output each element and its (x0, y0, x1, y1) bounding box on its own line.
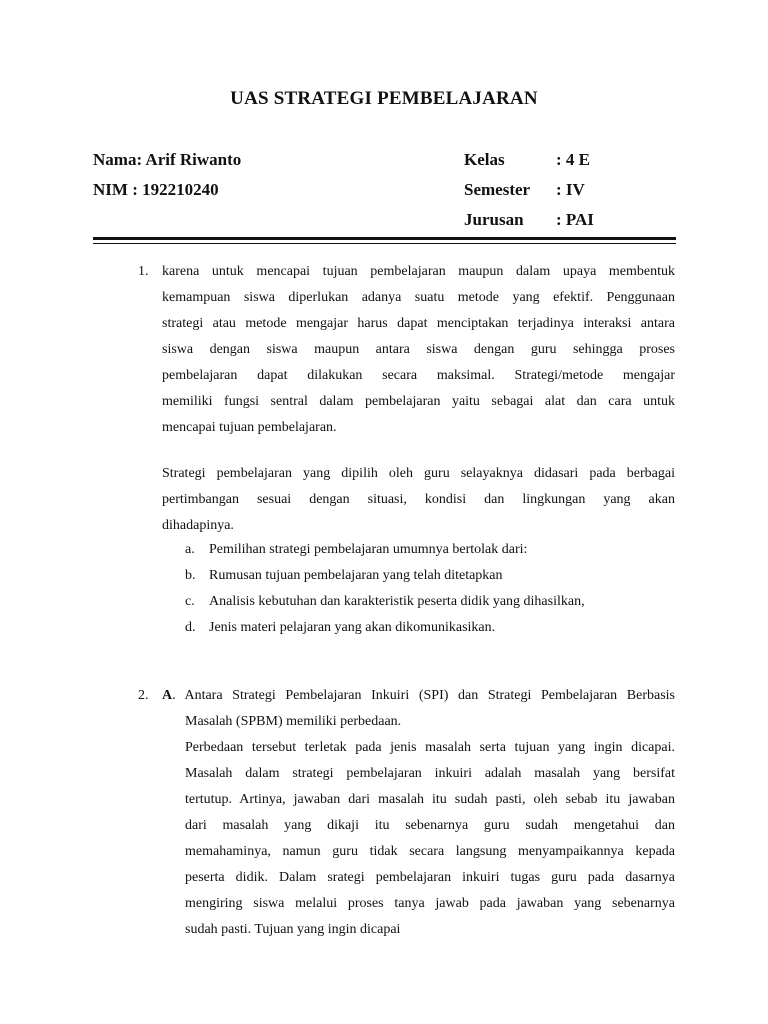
list-text: Pemilihan strategi pembelajaran umumnya bertolak dari: (209, 542, 528, 557)
page-title: UAS STRATEGI PEMBELAJARAN (230, 88, 538, 109)
kelas-label: Kelas (464, 150, 505, 169)
paragraph-line: mengiring siswa melalui proses tanya jawab pada jawaban yang sebenarnya (185, 896, 675, 911)
list-text: Analisis kebutuhan dan karakteristik peserta didik yang dihasilkan, (209, 594, 585, 609)
question-1-paragraph-2 (162, 461, 675, 539)
paragraph-line: siswa dengan siswa maupun antara siswa dengan guru sehingga proses (162, 342, 675, 357)
kelas-value: : 4 E (556, 150, 590, 169)
question-2-letter: A (162, 688, 173, 703)
list-marker: a. (185, 542, 195, 557)
question-1-paragraph-1 (162, 259, 675, 441)
paragraph-line: karena untuk mencapai tujuan pembelajaran maupun dalam upaya membentuk (162, 264, 675, 279)
question-2-intro-text: . Antara Strategi Pembelajaran Inkuiri (SPI) dan Strategi Pembelajaran Berbasis (172, 688, 675, 703)
paragraph-line: tertutup. Artinya, jawaban dari masalah itu sudah pasti, oleh sebab itu jawaban (185, 792, 675, 807)
paragraph-line: memahaminya, namun guru tidak secara langsung menyampaikannya kepada (185, 844, 675, 859)
list-marker: b. (185, 568, 196, 583)
question-2-number: 2. (138, 688, 149, 703)
paragraph-line: dari masalah yang dikaji itu sebenarnya guru sudah mengetahui dan (185, 818, 675, 833)
paragraph-line: mencapai tujuan pembelajaran. (162, 420, 337, 435)
paragraph-line (162, 683, 675, 709)
list-item (185, 589, 585, 615)
paragraph-line: peserta didik. Dalam srategi pembelajaran inkuiri tugas guru pada dasarnya (185, 870, 675, 885)
question-2-intro (162, 683, 675, 709)
jurusan-value: : PAI (556, 210, 594, 229)
list-marker: c. (185, 594, 195, 609)
list-item (185, 563, 503, 589)
student-nim: NIM : 192210240 (93, 180, 219, 199)
list-item (185, 615, 495, 641)
semester-label: Semester (464, 180, 531, 199)
paragraph-line: Strategi pembelajaran yang dipilih oleh guru selayaknya didasari pada berbagai (162, 466, 675, 481)
list-marker: d. (185, 620, 196, 635)
list-item (185, 537, 527, 563)
paragraph-line: pertimbangan sesuai dengan situasi, kondisi dan lingkungan yang akan (162, 492, 675, 507)
paragraph-line: dihadapinya. (162, 518, 234, 533)
paragraph-line: Perbedaan tersebut terletak pada jenis masalah serta tujuan yang ingin dicapai. (185, 740, 675, 755)
list-text: Rumusan tujuan pembelajaran yang telah ditetapkan (209, 568, 503, 583)
paragraph-line: kemampuan siswa diperlukan adanya suatu metode yang efektif. Penggunaan (162, 290, 675, 305)
paragraph-line: memiliki fungsi sentral dalam pembelajaran yaitu sebagai alat dan cara untuk (162, 394, 675, 409)
semester-value: : IV (556, 180, 585, 199)
header-divider-thick (93, 237, 676, 240)
jurusan-label: Jurusan (464, 210, 524, 229)
paragraph-line: Masalah dalam strategi pembelajaran inkuiri adalah masalah yang bersifat (185, 766, 675, 781)
question-2-paragraph (185, 709, 675, 943)
paragraph-line: strategi atau metode mengajar harus dapat menciptakan terjadinya interaksi antara (162, 316, 675, 331)
question-1-number: 1. (138, 264, 149, 279)
header-divider-thin (93, 243, 676, 244)
list-text: Jenis materi pelajaran yang akan dikomunikasikan. (209, 620, 496, 635)
paragraph-line: Masalah (SPBM) memiliki perbedaan. (185, 714, 402, 729)
paragraph-line: sudah pasti. Tujuan yang ingin dicapai (185, 922, 401, 937)
paragraph-line: pembelajaran dapat dilakukan secara maksimal. Strategi/metode mengajar (162, 368, 675, 383)
student-name: Nama: Arif Riwanto (93, 150, 242, 169)
